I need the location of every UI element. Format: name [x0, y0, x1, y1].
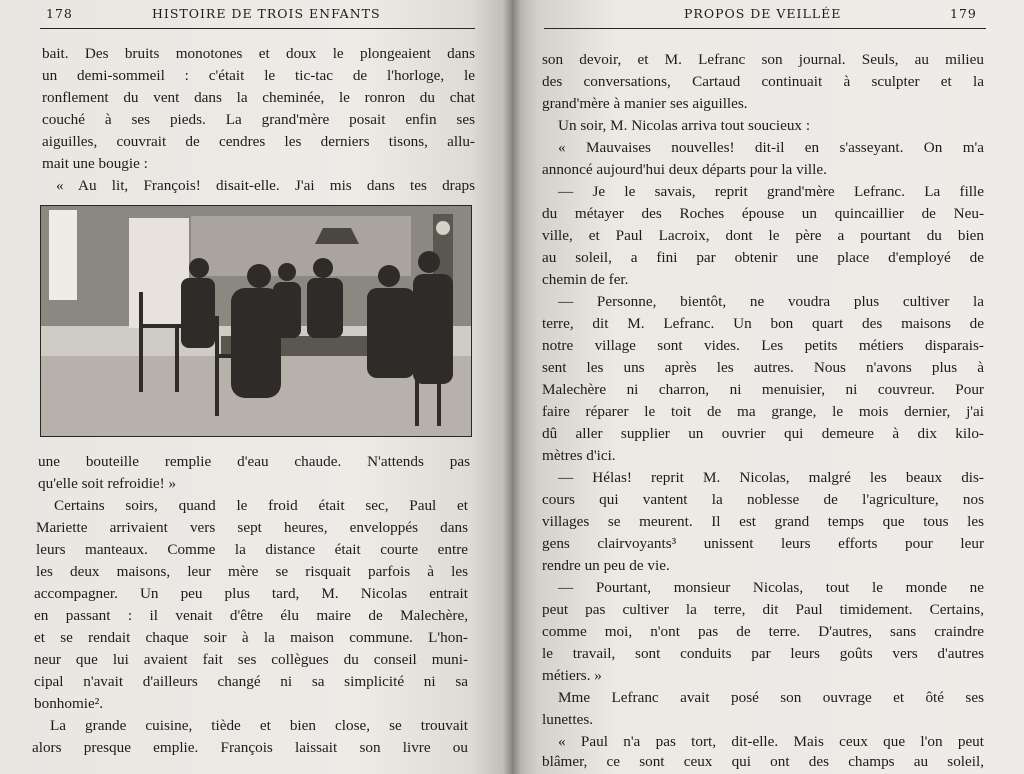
text-line: — Je le savais, reprit grand'mère Lefranc. La fille [558, 183, 984, 200]
text-line: le travail, sont conduits par leurs goûts vers d'autres [542, 645, 984, 662]
text-line: grand'mère à manier ses aiguilles. [542, 95, 748, 112]
text-line: « Paul n'a pas tort, dit-elle. Mais ceux que l'on peut [558, 733, 984, 750]
text-line: Certains soirs, quand le froid était sec, Paul et [54, 497, 468, 514]
text-line: annoncé aujourd'hui deux départs pour la ville. [542, 161, 827, 178]
text-line: en passant : il venait d'être élu maire de Malechère, [34, 607, 468, 624]
text-line: sent les uns après les autres. Nous n'avons plus à [542, 359, 984, 376]
text-line: aiguilles, couvrait de cendres les derniers tisons, allu- [42, 133, 475, 150]
text-line: Mariette arrivaient vers sept heures, enveloppés dans [36, 519, 468, 536]
text-line: « Mauvaises nouvelles! dit-il en s'asseyant. On m'a [558, 139, 984, 156]
text-line: leurs manteaux. Comme la distance était courte entre [36, 541, 468, 558]
text-line: gens clairvoyants³ unissent leurs efforts pour leur [542, 535, 984, 552]
right-page [512, 0, 1024, 774]
book-spine-gutter [503, 0, 521, 774]
text-line: un demi-sommeil : c'était le tic-tac de l'horloge, le [42, 67, 475, 84]
text-line: les deux maisons, leur mère se risquait parfois à les [36, 563, 468, 580]
text-line: terre, dit M. Lefranc. Un bon quart des maisons de [542, 315, 984, 332]
text-line: au soleil, a fini par obtenir une place d'employé de [542, 249, 984, 266]
text-line: métiers. » [542, 667, 602, 684]
text-line: dû aller supplier un ouvrier qui demeure à dix kilo- [542, 425, 984, 442]
text-line: peut pas cultiver la terre, dit Paul timidement. Certains, [542, 601, 984, 618]
text-line: chemin de fer. [542, 271, 629, 288]
text-line: — Hélas! reprit M. Nicolas, malgré les beaux dis- [558, 469, 984, 486]
text-line: son devoir, et M. Lefranc son journal. Seuls, au milieu [542, 51, 984, 68]
text-line: Malechère ni charron, ni menuisier, ni couvreur. Pour [542, 381, 984, 398]
text-line: cours qui vantent la noblesse de l'agriculture, nos [542, 491, 984, 508]
text-line: et se rendait chaque soir à la maison commune. L'hon- [34, 629, 468, 646]
text-line: faire réparer le toit de ma grange, le mois dernier, j'ai [542, 403, 984, 420]
text-line: villages se meurent. Il est grand temps que tous les [542, 513, 984, 530]
text-line: une bouteille remplie d'eau chaude. N'attends pas [38, 453, 470, 470]
text-line: bonhomie². [34, 695, 104, 712]
text-line: lunettes. [542, 711, 594, 728]
text-line: rendre un peu de vie. [542, 557, 670, 574]
text-line: qu'elle soit refroidie! » [38, 475, 177, 492]
text-line: blâmer, ce sont ceux qui ont des champs au soleil, [542, 753, 984, 770]
running-head-right: PROPOS DE VEILLÉE [684, 6, 842, 21]
running-head-left: HISTOIRE DE TROIS ENFANTS [152, 6, 381, 21]
text-line: ville, et Paul Lacroix, dont le père a pourtant du bien [542, 227, 984, 244]
text-line: « Au lit, François! disait-elle. J'ai mis dans tes draps [56, 177, 475, 194]
text-line: mait une bougie : [42, 155, 148, 172]
text-line: Mme Lefranc avait posé son ouvrage et ôté ses [558, 689, 984, 706]
text-line: du métayer des Roches épouse un quincaillier de Neu- [542, 205, 984, 222]
text-line: notre village sont vides. Les petits métiers disparais- [542, 337, 984, 354]
text-line: — Pourtant, monsieur Nicolas, tout le monde ne [558, 579, 984, 596]
text-line: comme moi, n'ont pas de terre. D'autres, sans craindre [542, 623, 984, 640]
text-line: Un soir, M. Nicolas arriva tout soucieux : [558, 117, 811, 134]
text-line: accompagner. Un peu plus tard, M. Nicolas entrait [34, 585, 468, 602]
page-number-left: 178 [46, 6, 73, 21]
text-line: mètres d'ici. [542, 447, 616, 464]
text-line: des conversations, Cartaud continuait à sculpter et la [542, 73, 984, 90]
page-number-right: 179 [950, 6, 977, 21]
text-line: neur que lui avaient fait ses collègues du conseil muni- [34, 651, 468, 668]
text-line: alors presque emplie. François laissait son livre ou [32, 739, 468, 756]
text-line: — Personne, bientôt, ne voudra plus cultiver la [558, 293, 984, 310]
header-rule-left [40, 28, 475, 29]
header-rule-right [544, 28, 986, 29]
illustration-family-evening [40, 205, 472, 437]
text-line: cipal n'avait d'ailleurs changé ni sa simplicité ni sa [34, 673, 468, 690]
text-line: bait. Des bruits monotones et doux le plongeaient dans [42, 45, 475, 62]
text-line: ronflement du vent dans la cheminée, le ronron du chat [42, 89, 475, 106]
text-line: couché à ses pieds. La grand'mère posait enfin ses [42, 111, 475, 128]
text-line: La grande cuisine, tiède et bien close, se trouvait [50, 717, 468, 734]
